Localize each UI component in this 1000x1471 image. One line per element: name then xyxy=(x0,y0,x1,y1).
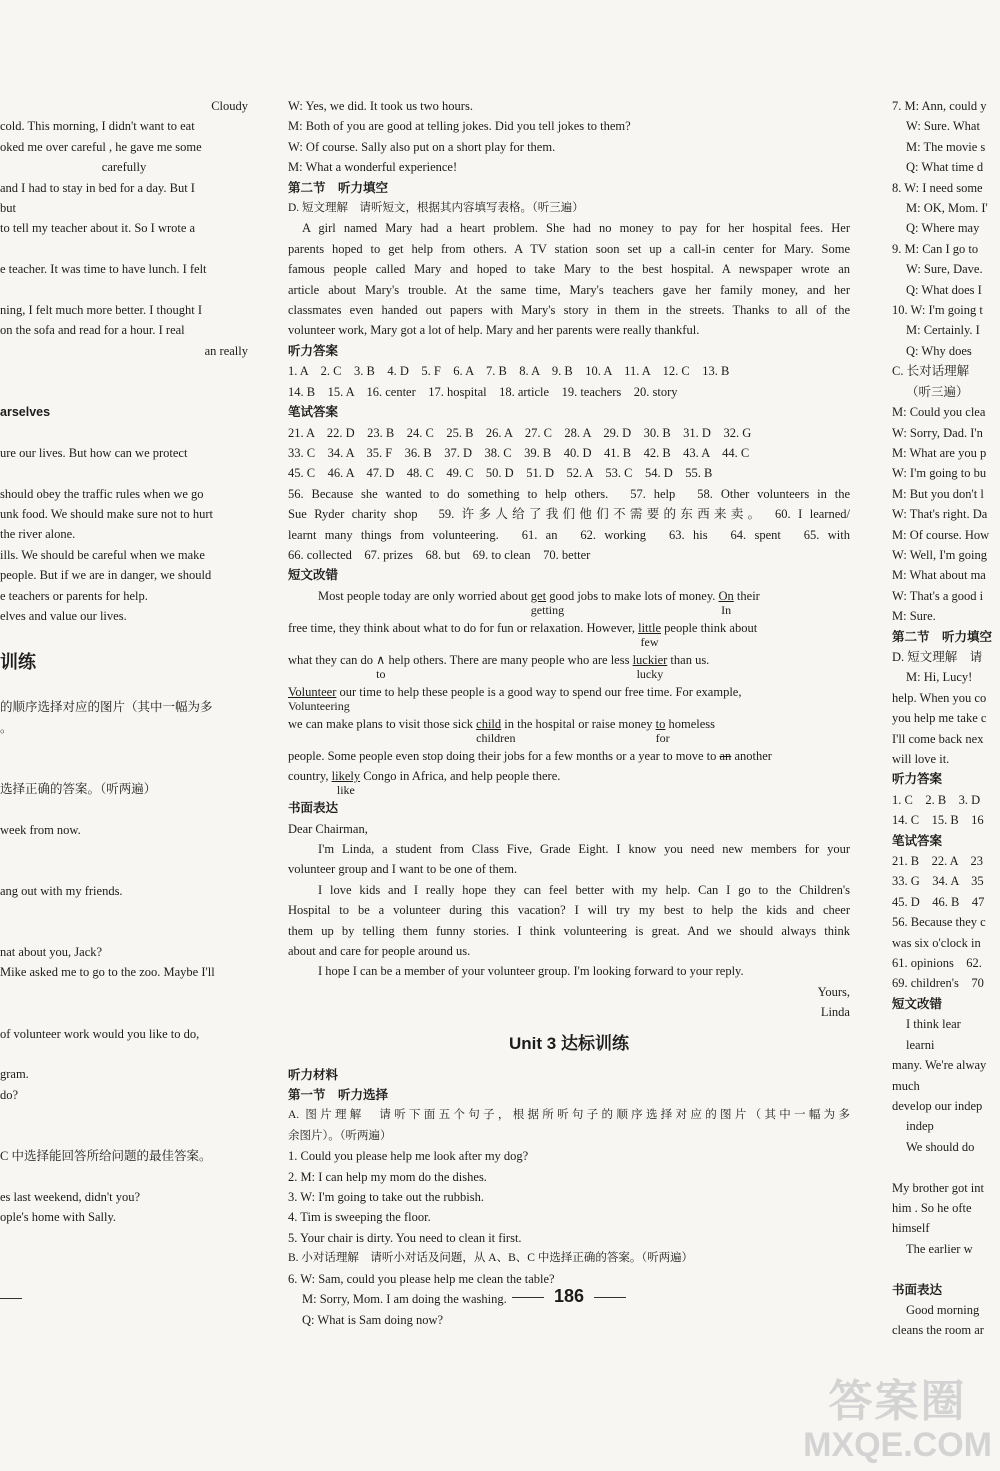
answer-line: learnt many things from volunteering. 61. an 62. working 63. his 64. spent 65. with xyxy=(288,527,850,542)
left-column-line: gram. xyxy=(0,1067,29,1082)
left-column-line xyxy=(0,799,248,819)
letter-line: Hospital to be a volunteer during this vacation? I will try my best to help the kids and cheer xyxy=(288,903,850,918)
answer-line: 66. collected 67. prizes 68. but 69. to clean 70. better xyxy=(288,547,591,562)
right-column-line: W: That's a good i xyxy=(892,588,984,603)
left-column-line xyxy=(0,280,248,300)
left-column-line: C 中选择能回答所给问题的最佳答案。 xyxy=(0,1149,212,1163)
page-number: 186 xyxy=(288,1286,850,1306)
right-column-line: W: Sure, Dave. xyxy=(906,262,983,277)
left-column-line: ople's home with Sally. xyxy=(0,1210,117,1225)
right-column-line: C. 长对话理解 xyxy=(892,364,970,379)
answer-line: 33. C 34. A 35. F 36. B 37. D 38. C 39. B 40. D 41. B 42. B 43. A 44. C xyxy=(288,445,750,460)
passage-line: parents hoped to get help from others. A TV station soon set up a call-in center for Mary. Some xyxy=(288,241,850,256)
left-column-line xyxy=(0,1044,248,1064)
right-column-line: was six o'clock in xyxy=(892,935,981,950)
left-column-line xyxy=(0,1126,248,1146)
written-answers-title: 笔试答案 xyxy=(288,405,339,420)
passage-line: article about Mary's trouble. At the same time, Mary's teachers gave her family money, and her xyxy=(288,282,850,297)
right-column-line: M: What about ma xyxy=(892,568,986,583)
right-column-line: W: Sorry, Dad. I'n xyxy=(892,425,983,440)
right-column-line: M: Could you clea xyxy=(892,405,986,420)
right-column-line: 第二节 听力填空 xyxy=(892,629,993,644)
correction-line: Volunteer Volunteering our time to help these people is a good way to spend our free time. For example, xyxy=(288,682,850,714)
right-column-line: 10. W: I'm going t xyxy=(892,303,983,318)
dialogue-line: M: What a wonderful experience! xyxy=(288,160,458,175)
passage-line: A girl named Mary had a heart problem. She had no money to pay for her hospital fees. Her xyxy=(302,221,850,236)
writing-title: 书面表达 xyxy=(288,801,339,816)
right-column-line xyxy=(892,1259,1000,1279)
right-column-line: W: I'm going to bu xyxy=(892,466,987,481)
right-column-line: 1. C 2. B 3. D xyxy=(892,792,981,807)
watermark-logo: 答案圈 xyxy=(828,1377,967,1426)
sentence-item: 4. Tim is sweeping the floor. xyxy=(288,1210,431,1225)
right-column-line: D. 短文理解 请 xyxy=(892,649,983,664)
left-column-line: 训练 xyxy=(0,651,36,672)
left-column xyxy=(0,96,248,1228)
right-column-line: cleans the room ar xyxy=(892,1323,984,1338)
left-column-line xyxy=(0,860,248,880)
sectionB-title: B. 小对话理解 请听小对话及问题，从 A、B、C 中选择正确的答案。（听两遍） xyxy=(288,1252,694,1265)
left-column-line xyxy=(0,758,248,778)
passage-line: famous people called Mary and hoped to take Mary to the best hospital. A newspaper wrote an xyxy=(288,262,850,277)
left-column-line: Mike asked me to go to the zoo. Maybe I'll xyxy=(0,965,215,980)
right-column-line: 69. children's 70 xyxy=(892,976,984,991)
left-column-line xyxy=(0,382,248,402)
right-column-line: M: Of course. How xyxy=(892,527,990,542)
left-column-line: an really xyxy=(204,343,248,358)
right-column-line: M: Sure. xyxy=(892,609,936,624)
left-column-line xyxy=(0,361,248,381)
right-column-line: We should do xyxy=(906,1139,975,1154)
letter-line: about and care for people around us. xyxy=(288,944,471,958)
correction-mark: luckier lucky xyxy=(632,652,668,681)
left-column-line: unk food. We should make sure not to hurt xyxy=(0,507,213,522)
right-column-line: Q: What does I xyxy=(906,282,982,297)
left-column-line xyxy=(0,422,248,442)
dialogue-line: W: Of course. Sally also put on a short play for them. xyxy=(288,139,556,154)
right-column-line: 21. B 22. A 23 xyxy=(892,854,983,869)
letter-line: I love kids and I really hope they can feel better with my help. Can I go to the Children's xyxy=(318,882,850,897)
right-column-line: will love it. xyxy=(892,752,950,766)
letter-line: I hope I can be a member of your volunteer group. I'm looking forward to your reply. xyxy=(318,964,744,979)
correction-mark: get getting xyxy=(530,588,565,617)
dialogue-top xyxy=(288,96,850,178)
watermark xyxy=(803,1377,992,1463)
right-column-line: Good morning xyxy=(906,1302,980,1317)
left-column-line: 的顺序选择对应的图片（其中一幅为多 xyxy=(0,700,213,715)
left-column-line xyxy=(0,463,248,483)
correction-mark: $\frac{On}{In}$ xyxy=(718,588,734,617)
left-column-line: 选择正确的答案。（听两遍） xyxy=(0,781,157,796)
right-column-line: My brother got int xyxy=(892,1180,985,1195)
left-column-line: nat about you, Jack? xyxy=(0,945,103,960)
right-column-line: W: Well, I'm going xyxy=(892,547,987,562)
letter-greeting: Dear Chairman, xyxy=(288,821,368,836)
sentence-item: 2. M: I can help my mom do the dishes. xyxy=(288,1169,487,1184)
right-column-line: The earlier w xyxy=(906,1241,973,1256)
right-column-line: I'll come back nex xyxy=(892,731,984,746)
right-column-line: （听三遍） xyxy=(906,384,969,399)
left-column-line: Cloudy xyxy=(211,99,248,113)
correction-mark: little few xyxy=(638,620,662,649)
right-column-line: W: Sure. What xyxy=(906,119,980,134)
sectionA-title: A. 图片理解 请听下面五个句子，根据所听句子的顺序选择对应的图片（其中一幅为多 xyxy=(288,1109,850,1122)
right-column-line: 14. C 15. B 16 xyxy=(892,813,984,828)
answer-line: 14. B 15. A 16. center 17. hospital 18. article 19. teachers 20. story xyxy=(288,384,678,399)
middle-column xyxy=(288,96,850,1330)
dialogue-line: M: Sorry, Mom. I am doing the washing. xyxy=(302,1292,507,1307)
deleted-word: an xyxy=(719,748,732,763)
left-column-line: of volunteer work would you like to do, xyxy=(0,1026,200,1041)
right-column-line: Q: Why does xyxy=(906,343,972,358)
letter-line: I'm Linda, a student from Class Five, Grade Eight. I know you need new members for your xyxy=(318,841,850,856)
passage xyxy=(288,218,850,340)
letter xyxy=(288,819,850,1023)
sectionA-title-cont: 余图片）。（听两遍） xyxy=(288,1129,392,1142)
dialogue-line: W: Yes, we did. It took us two hours. xyxy=(288,99,473,113)
correction-passage xyxy=(288,586,850,798)
correction-line: we can make plans to visit those sick child children in the hospital or raise money to for homeless xyxy=(288,714,850,746)
left-column-line xyxy=(0,626,248,646)
correction-mark: child children xyxy=(476,716,516,745)
watermark-url: MXQE.COM xyxy=(803,1426,992,1464)
left-column-line xyxy=(0,983,248,1003)
right-column-line: 61. opinions 62. xyxy=(892,956,982,971)
answer-line: 56. Because she wanted to do something to help others. 57. help 58. Other volunteers in the xyxy=(288,486,850,501)
right-column-line: M: But you don't l xyxy=(892,486,984,501)
letter-line: volunteer group and I want to be one of them. xyxy=(288,862,518,877)
correction-mark: to for xyxy=(655,716,670,745)
right-column-line: 9. M: Can I go to xyxy=(892,241,979,256)
letter-closing: Yours, xyxy=(817,984,850,999)
right-column-line: many. We're alway xyxy=(892,1058,987,1073)
left-column-line: to tell my teacher about it. So I wrote a xyxy=(0,221,196,236)
left-column-line xyxy=(0,239,248,259)
left-column-line: 。 xyxy=(0,720,13,735)
correction-line: country, likely like Congo in Africa, and help people there. xyxy=(288,766,850,798)
dialogue-line: M: Both of you are good at telling jokes. Did you tell jokes to them? xyxy=(288,119,631,134)
right-column-line: 7. M: Ann, could y xyxy=(892,99,987,113)
dialogue-line: 6. W: Sam, could you please help me clean the table? xyxy=(288,1271,555,1286)
left-column-line: arselves xyxy=(0,405,51,420)
sentence-item: 3. W: I'm going to take out the rubbish. xyxy=(288,1190,484,1205)
left-column-line: week from now. xyxy=(0,822,81,837)
left-column-line xyxy=(0,922,248,942)
right-column-line: M: OK, Mom. I' xyxy=(906,201,988,216)
right-column-line: M: What are you p xyxy=(892,445,987,460)
right-column-line: 笔试答案 xyxy=(892,833,943,848)
divider xyxy=(512,1297,544,1298)
answer-line: Sue Ryder charity shop 59. 许多人给了我们他们不需要的东西来卖。 60. I learned/ xyxy=(288,507,850,522)
answer-line: 1. A 2. C 3. B 4. D 5. F 6. A 7. B 8. A 9. B 10. A 11. A 12. C 13. B xyxy=(288,364,730,379)
left-column-line xyxy=(0,1166,248,1186)
correction-line: free time, they think about what to do for fun or relaxation. However, little few people think about xyxy=(288,618,850,650)
right-column-line: Q: Where may xyxy=(906,221,980,236)
right-column-line: M: Certainly. I xyxy=(906,323,980,338)
right-column-line: indep xyxy=(906,1119,934,1134)
left-column-line: ning, I felt much more better. I thought I xyxy=(0,303,203,318)
left-column-line xyxy=(0,901,248,921)
right-column-line: much xyxy=(892,1078,920,1093)
left-column-line: should obey the traffic rules when we go xyxy=(0,486,204,501)
divider xyxy=(594,1297,626,1298)
correction-line: Most people today are only worried about get getting good jobs to make lots of money. $\frac{On}{In}$ their xyxy=(288,586,850,618)
left-column-line: cold. This morning, I didn't want to eat xyxy=(0,119,195,134)
left-column-line: on the sofa and read for a hour. I real xyxy=(0,323,185,338)
right-column-line: M: Hi, Lucy! xyxy=(906,670,973,685)
divider xyxy=(0,1298,22,1299)
right-column-line: 书面表达 xyxy=(892,1282,943,1297)
correction-line: people. Some people even stop doing their jobs for a few months or a year to move to an another xyxy=(288,748,772,763)
right-column-line: 56. Because they c xyxy=(892,915,986,930)
left-column-line xyxy=(0,840,248,860)
left-column-line: carefully xyxy=(101,160,147,175)
left-column-line: and I had to stay in bed for a day. But I xyxy=(0,180,195,195)
answer-line: 21. A 22. D 23. B 24. C 25. B 26. A 27. C 28. A 29. D 30. B 31. D 32. G xyxy=(288,425,752,440)
right-column xyxy=(892,96,1000,1341)
unit-title: Unit 3 达标训练 xyxy=(509,1033,629,1053)
sentence-item: 1. Could you please help me look after my dog? xyxy=(288,1149,529,1164)
left-column-line: e teachers or parents for help. xyxy=(0,588,148,603)
dialogue-line: Q: What is Sam doing now? xyxy=(302,1312,444,1327)
right-column-line: 短文改错 xyxy=(892,996,943,1011)
left-column-line xyxy=(0,677,248,697)
correction-line: what they can do ∧ to help others. There are many people who are less luckier lucky than us. xyxy=(288,650,850,682)
left-column-line: e teacher. It was time to have lunch. I felt xyxy=(0,262,207,277)
right-column-line: M: The movie s xyxy=(906,139,986,154)
left-column-line: but xyxy=(0,201,16,216)
left-column-line: ills. We should be careful when we make xyxy=(0,547,205,562)
left-column-line xyxy=(0,738,248,758)
left-column-line xyxy=(0,1003,248,1023)
right-column-line: 听力答案 xyxy=(892,772,943,787)
left-column-line: oked me over careful , he gave me some xyxy=(0,139,202,154)
right-column-line xyxy=(892,1157,1000,1177)
left-column-line: people. But if we are in danger, we should xyxy=(0,568,212,583)
passage-line: volunteer work, Mary got a lot of help. Mary and her parents were really thankful. xyxy=(288,323,700,338)
left-column-line: ang out with my friends. xyxy=(0,883,123,898)
correction-mark: likely like xyxy=(331,769,361,798)
answer-line: 45. C 46. A 47. D 48. C 49. C 50. D 51. D 52. A 53. C 54. D 55. B xyxy=(288,466,713,481)
right-column-line: 8. W: I need some xyxy=(892,180,983,195)
correction-title: 短文改错 xyxy=(288,568,339,583)
right-column-line: himself xyxy=(892,1221,930,1236)
letter-signature: Linda xyxy=(820,1005,850,1020)
section1-title: 第一节 听力选择 xyxy=(288,1088,389,1103)
sectionD-title: D. 短文理解 请听短文，根据其内容填写表格。（听三遍） xyxy=(288,202,584,215)
right-column-line: Q: What time d xyxy=(906,160,984,175)
section2-title: 第二节 听力填空 xyxy=(288,180,389,195)
passage-line: classmates even handed out papers with Mary's story in them in the streets. Thanks to all of the xyxy=(288,303,850,318)
left-column-line: es last weekend, didn't you? xyxy=(0,1189,141,1204)
right-column-line: you help me take c xyxy=(892,711,987,726)
right-column-line: him . So he ofte xyxy=(892,1200,972,1215)
left-column-line: ure our lives. But how can we protect xyxy=(0,445,188,460)
right-column-line: 33. G 34. A 35 xyxy=(892,874,984,889)
materials-title: 听力材料 xyxy=(288,1067,339,1082)
right-column-line: help. When you co xyxy=(892,690,987,705)
sentence-item: 5. Your chair is dirty. You need to clean it first. xyxy=(288,1230,522,1245)
right-column-line: learni xyxy=(906,1037,935,1052)
correction-mark: ∧ to xyxy=(376,652,386,681)
left-column-line: do? xyxy=(0,1087,19,1102)
right-column-line: W: That's right. Da xyxy=(892,507,988,522)
correction-mark: Volunteer Volunteering xyxy=(288,684,350,713)
left-column-line xyxy=(0,1105,248,1125)
left-column-line: elves and value our lives. xyxy=(0,609,127,624)
left-column-line: the river alone. xyxy=(0,527,76,542)
right-column-line: I think lear xyxy=(906,1017,961,1032)
right-column-line: develop our indep xyxy=(892,1098,983,1113)
letter-line: them up by telling them funny stories. I think volunteering is great. And we should always think xyxy=(288,923,850,938)
listening-answers-title: 听力答案 xyxy=(288,343,339,358)
right-column-line: 45. D 46. B 47 xyxy=(892,894,985,909)
